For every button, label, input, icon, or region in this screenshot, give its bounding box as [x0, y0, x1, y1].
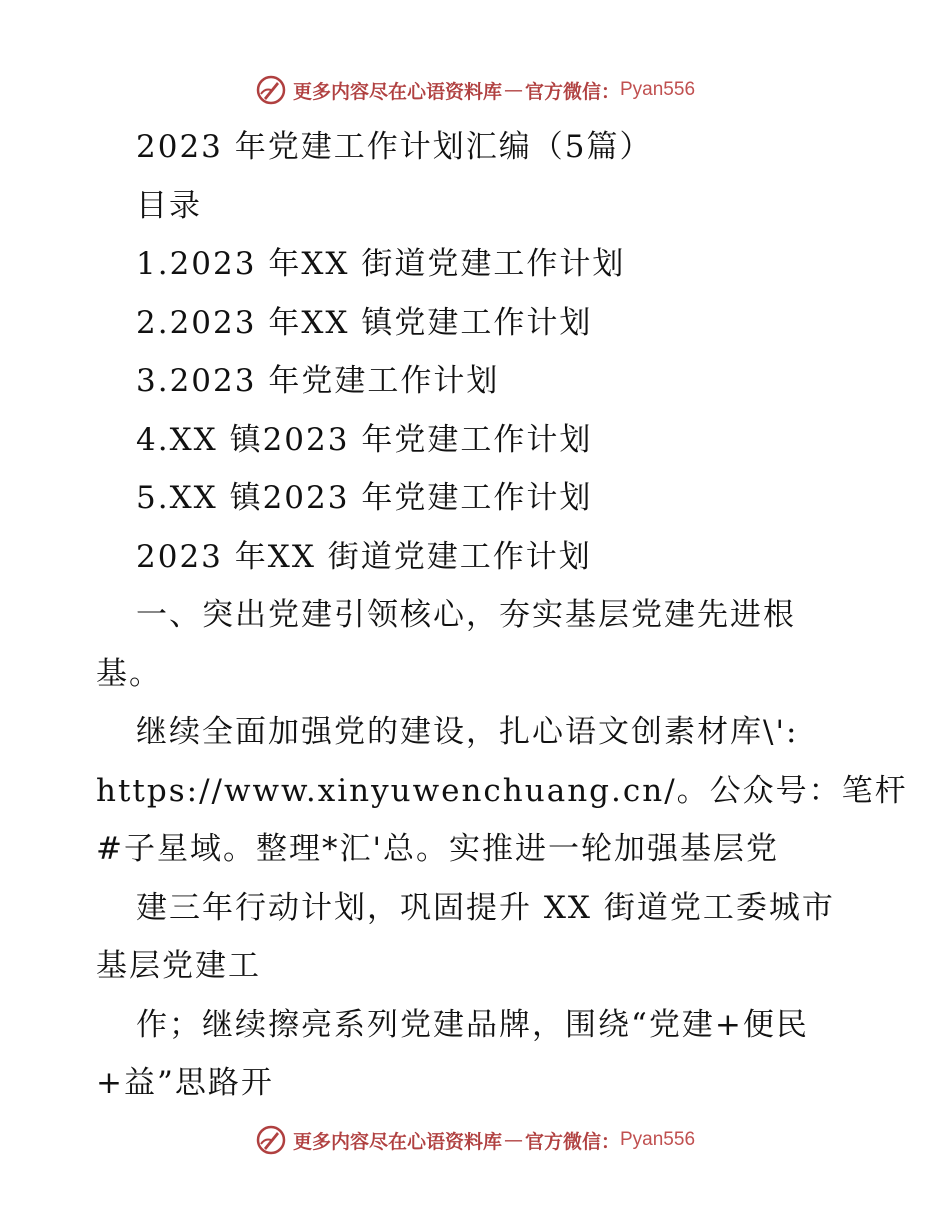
document-line: +益”思路开: [96, 1065, 274, 1101]
document-line: #子星域。整理*汇'总。实推进一轮加强基层党: [96, 831, 779, 867]
document-line: 2023 年党建工作计划汇编（5篇）: [136, 129, 653, 165]
watermark-wechat-id: Pyan556: [620, 1129, 696, 1150]
document-line: 建三年行动计划，巩固提升 XX 街道党工委城市: [136, 889, 835, 926]
document-line: 4.XX 镇2023 年党建工作计划: [136, 421, 593, 458]
document-line: 1.2023 年XX 街道党建工作计划: [136, 246, 626, 282]
header-watermark: [0, 70, 950, 110]
quill-logo-icon: [255, 1124, 287, 1156]
document-body: [96, 118, 908, 1113]
document-line: 5.XX 镇2023 年党建工作计划: [136, 480, 593, 516]
watermark-sub-text: 官方微信：: [524, 1130, 620, 1153]
document-line: 基层党建工: [96, 948, 261, 984]
document-line: 2.2023 年XX 镇党建工作计划: [136, 304, 593, 341]
watermark-main-text: 更多内容尽在心语资料库: [292, 1130, 502, 1153]
watermark-main-text: 更多内容尽在心语资料库: [292, 80, 502, 103]
watermark-dash: —: [503, 79, 523, 101]
document-line: 3.2023 年党建工作计划: [136, 363, 500, 399]
document-line: 继续全面加强党的建设，扎心语文创素材库\':: [136, 714, 799, 750]
document-line: 基。: [96, 655, 162, 692]
document-line: 2023 年XX 街道党建工作计划: [136, 538, 592, 575]
document-line: https://www.xinyuwenchuang.cn/。公众号：笔杆: [96, 772, 908, 809]
watermark-wechat-id: Pyan556: [620, 79, 696, 100]
document-line: 目录: [136, 187, 202, 224]
watermark-sub-text: 官方微信：: [524, 80, 620, 103]
document-line: 作；继续擦亮系列党建品牌，围绕“党建+便民: [136, 1006, 809, 1043]
watermark-dash: —: [503, 1129, 523, 1151]
quill-logo-icon: [255, 74, 287, 106]
footer-watermark: [0, 1120, 950, 1160]
document-line: 一、突出党建引领核心，夯实基层党建先进根: [136, 597, 796, 633]
